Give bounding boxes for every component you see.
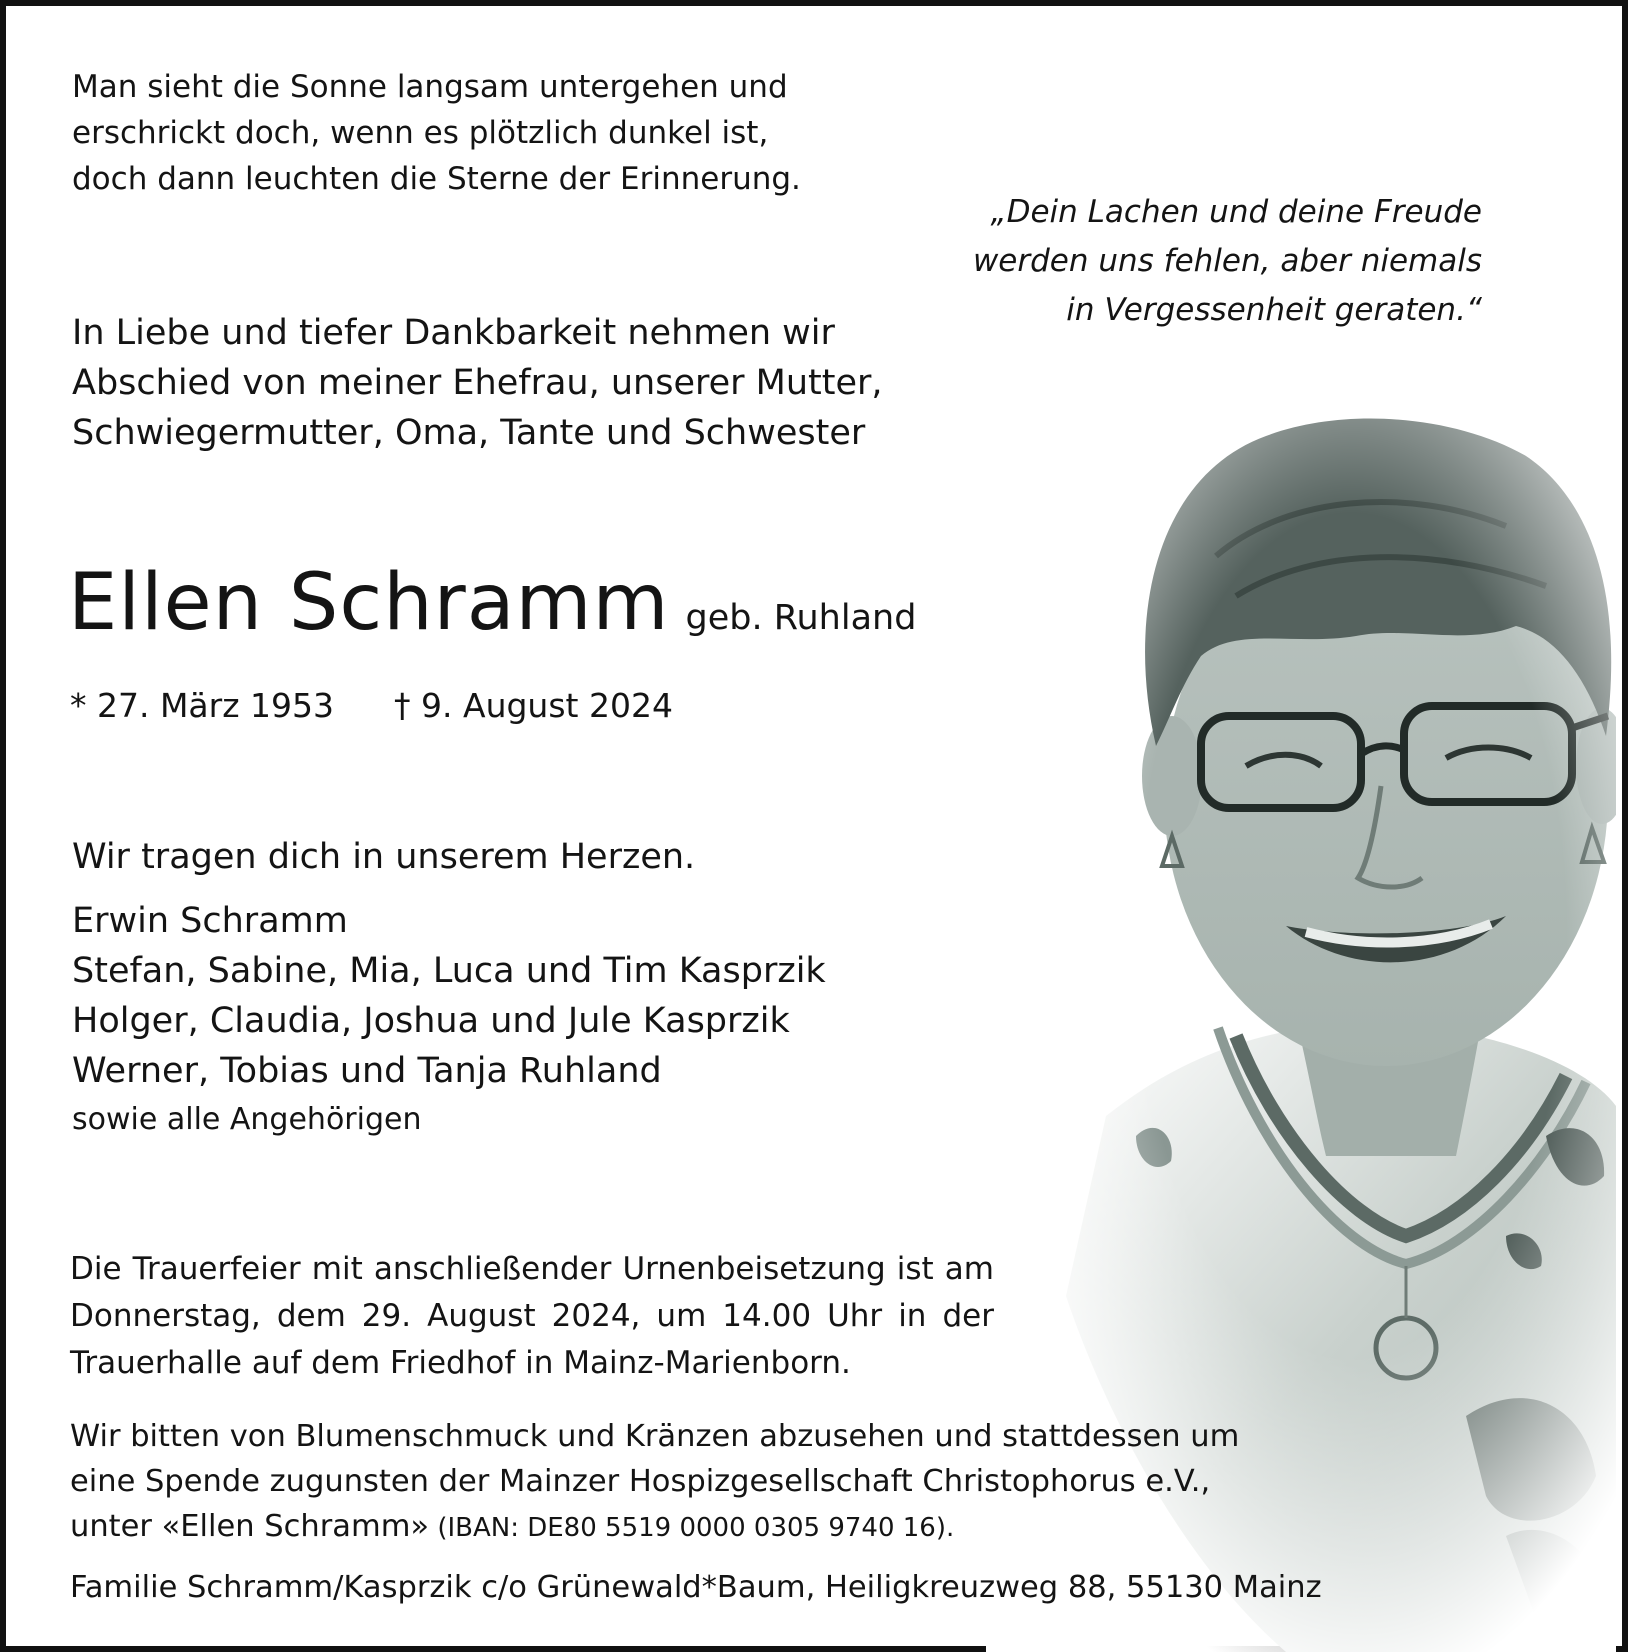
closing-sentiment: Wir tragen dich in unserem Herzen. xyxy=(72,837,696,877)
deceased-name: Ellen Schramm xyxy=(68,558,670,648)
maiden-name: geb. Ruhland xyxy=(685,598,917,638)
deceased-name-line xyxy=(68,558,916,648)
poem-line: doch dann leuchten die Sterne der Erinnerung. xyxy=(72,161,801,197)
intro-line: Abschied von meiner Ehefrau, unserer Mutter, xyxy=(72,363,883,403)
birth-date: * 27. März 1953 xyxy=(70,686,335,725)
donation-line: eine Spende zugunsten der Mainzer Hospizgesellschaft Christophorus e.V., xyxy=(70,1464,1211,1499)
poem-line: Man sieht die Sonne langsam untergehen und xyxy=(72,69,788,105)
quote-line: „Dein Lachen und deine Freude xyxy=(990,194,1482,230)
family-member-line: Erwin Schramm xyxy=(72,901,348,941)
life-dates xyxy=(70,684,673,728)
iban: (IBAN: DE80 5519 0000 0305 9740 16). xyxy=(429,1513,955,1543)
family-member-line: Holger, Claudia, Joshua und Jule Kasprzik xyxy=(72,1001,790,1041)
quote-line: in Vergessenheit geraten.“ xyxy=(1066,292,1482,328)
family-member-line: Werner, Tobias und Tanja Ruhland xyxy=(72,1051,662,1091)
donation-reference: unter «Ellen Schramm» xyxy=(70,1509,430,1544)
family-member-line: Stefan, Sabine, Mia, Luca und Tim Kasprzik xyxy=(72,951,826,991)
quote xyxy=(973,188,1482,335)
funeral-info: Die Trauerfeier mit anschließender Urnenbeisetzung ist am Donnerstag, dem 29. August 2024, um 14.00 Uhr in der Trauerhalle auf dem Friedhof in Mainz-Marienborn. xyxy=(70,1251,994,1381)
poem xyxy=(72,64,801,202)
donation-request xyxy=(70,1414,1239,1551)
family-address: Familie Schramm/Kasprzik c/o Grünewald*Baum, Heiligkreuzweg 88, 55130 Mainz xyxy=(70,1570,1322,1605)
intro-text xyxy=(72,308,883,458)
death-date: † 9. August 2024 xyxy=(394,686,673,725)
intro-line: Schwiegermutter, Oma, Tante und Schwester xyxy=(72,413,866,453)
family-list xyxy=(72,896,826,1144)
donation-line xyxy=(70,1504,1239,1551)
donation-line: Wir bitten von Blumenschmuck und Kränzen abzusehen und stattdessen um xyxy=(70,1419,1240,1454)
poem-line: erschrickt doch, wenn es plötzlich dunkel ist, xyxy=(72,115,769,151)
relatives-line: sowie alle Angehörigen xyxy=(72,1102,422,1137)
quote-line: werden uns fehlen, aber niemals xyxy=(972,243,1482,279)
intro-line: In Liebe und tiefer Dankbarkeit nehmen wir xyxy=(72,313,835,353)
